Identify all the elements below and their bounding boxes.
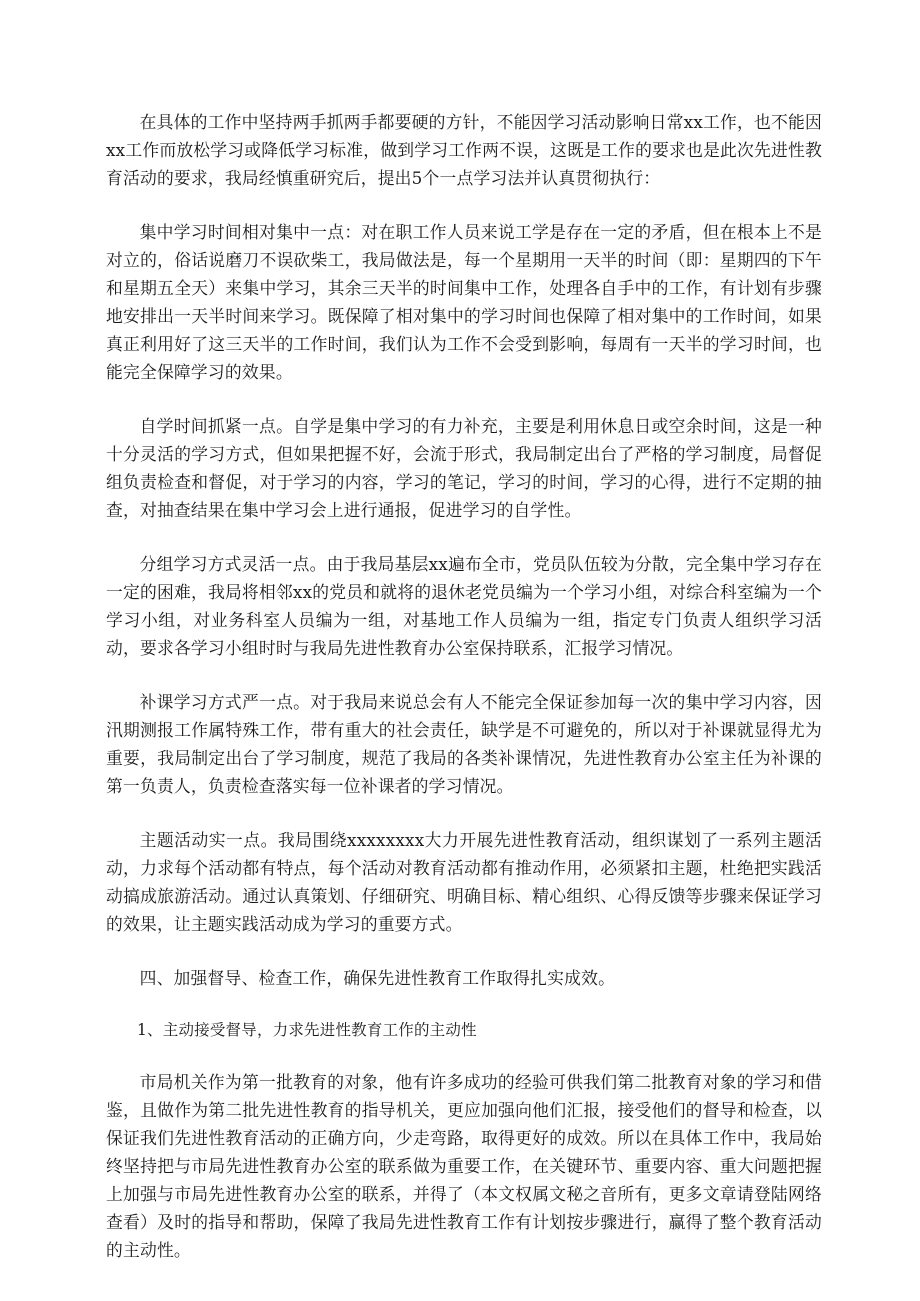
paragraph-group-study: 分组学习方式灵活一点。由于我局基层xx遍布全市，党员队伍较为分散，完全集中学习存在一定的困难，我局将相邻xx的党员和就将的退休老党员编为一个学习小组，对综合科室编为一个学习小组，对业务科室人员编为一组，对基地工作人员编为一组，指定专门负责人组织学习活动，要求各学习小组时时与我局先进性教育办公室保持联系，汇报学习情况。 [106,554,822,658]
paragraph-centralized-study: 集中学习时间相对集中一点：对在职工作人员来说工学是存在一定的矛盾，但在根本上不是对立的，俗话说磨刀不误砍柴工，我局做法是，每一个星期用一天半的时间（即：星期四的下午和星期五全天）来集中学习，其余三天半的时间集中工作，处理各自手中的工作，有计划有步骤地安排出一天半时间来学习。既保障了相对集中的学习时间也保障了相对集中的工作时间，如果真正利用好了这三天半的工作时间，我们认为工作不会受到影响，每周有一天半的学习时间，也能完全保障学习的效果。 [106,222,822,382]
document-page [106,108,822,1290]
section-heading: 四、加强督导、检查工作，确保先进性教育工作取得扎实成效。 [139,968,616,988]
paragraph-supervision: 市局机关作为第一批教育的对象，他有许多成功的经验可供我们第二批教育对象的学习和借鉴，且做作为第二批先进性教育的指导机关，更应加强向他们汇报，接受他们的督导和检查，以保证我们先进性教育活动的正确方向，少走弯路，取得更好的成效。所以在具体工作中，我局始终坚持把与市局先进性教育办公室的联系做为重要工作，在关键环节、重要内容、重大问题把握上加强与市局先进性教育办公室的联系，并得了（本文权属文秘之音所有，更多文章请登陆网络查看）及时的指导和帮助，保障了我局先进性教育工作有计划按步骤进行，赢得了整个教育活动的主动性。 [106,1072,822,1260]
paragraph-self-study: 自学时间抓紧一点。自学是集中学习的有力补充，主要是利用休息日或空余时间，这是一种十分灵活的学习方式，但如果把握不好，会流于形式，我局制定出台了严格的学习制度，局督促组负责检查和督促，对于学习的内容，学习的笔记，学习的时间，学习的心得，进行不定期的抽查，对抽查结果在集中学习会上进行通报，促进学习的自学性。 [106,416,822,520]
section-subheading: 1、主动接受督导，力求先进性教育工作的主动性 [137,1021,477,1039]
paragraph-intro: 在具体的工作中坚持两手抓两手都要硬的方针，不能因学习活动影响日常xx工作，也不能因xx工作而放松学习或降低学习标准，做到学习工作两不误，这既是工作的要求也是此次先进性教育活动的要求，我局经慎重研究后，提出5个一点学习法并认真贯彻执行： [106,112,822,188]
paragraph-theme-activities: 主题活动实一点。我局围绕xxxxxxxx大力开展先进性教育活动，组织谋划了一系列主题活动，力求每个活动都有特点，每个活动对教育活动都有推动作用，必须紧扣主题，杜绝把实践活动搞成旅游活动。通过认真策划、仔细研究、明确目标、精心组织、心得反馈等步骤来保证学习的效果，让主题实践活动成为学习的重要方式。 [106,830,822,934]
paragraph-makeup-study: 补课学习方式严一点。对于我局来说总会有人不能完全保证参加每一次的集中学习内容，因汛期测报工作属特殊工作，带有重大的社会责任，缺学是不可避免的，所以对于补课就显得尤为重要，我局制定出台了学习制度，规范了我局的各类补课情况，先进性教育办公室主任为补课的第一负责人，负责检查落实每一位补课者的学习情况。 [106,692,822,796]
